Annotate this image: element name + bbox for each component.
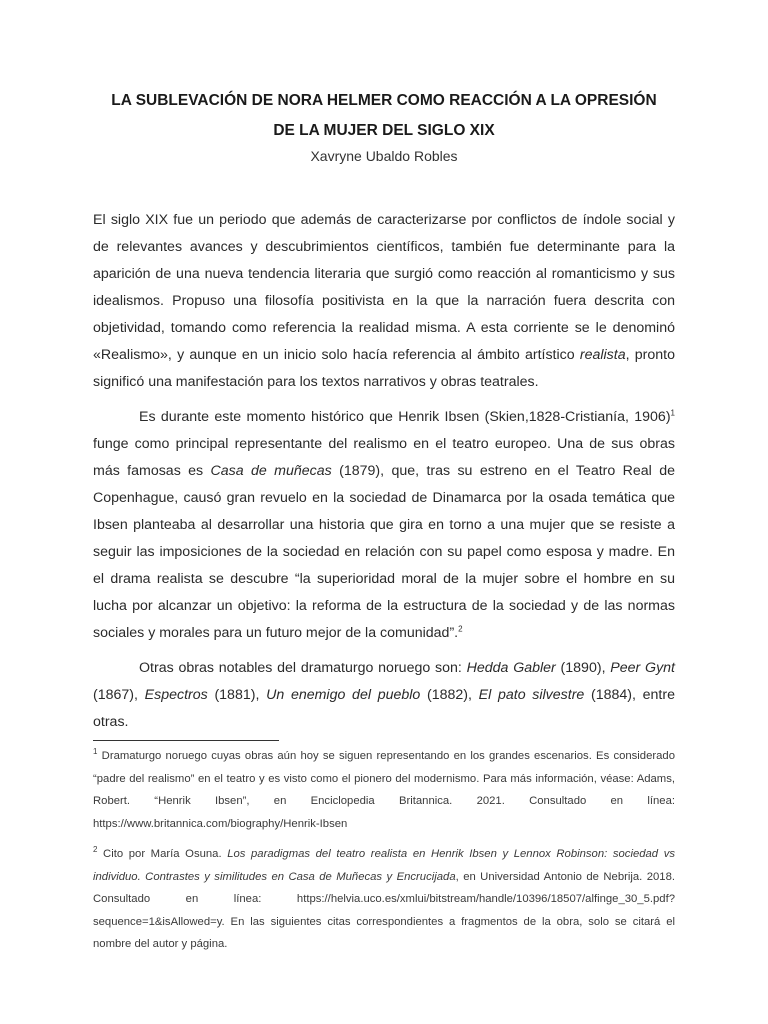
italic-term: realista xyxy=(579,347,626,363)
work-title: Peer Gynt xyxy=(610,660,676,676)
footnote-ref-2[interactable]: 2 xyxy=(458,624,463,634)
footnote-mark-2: 2 xyxy=(93,845,98,855)
title-line-1: LA SUBLEVACIÓN DE NORA HELMER COMO REACCIÓN A LA OPRESIÓN xyxy=(111,92,657,109)
footnotes xyxy=(93,745,675,956)
footnote-ref-1[interactable]: 1 xyxy=(670,408,675,418)
work-title: Espectros xyxy=(144,687,208,703)
italic-work-title: Casa de muñecas xyxy=(210,463,332,479)
footnote-separator xyxy=(93,740,279,741)
body-text xyxy=(93,207,675,736)
paragraph-1: El siglo XIX fue un periodo que además de caracterizarse por conflictos de índole social y de relevantes avances y descubrimientos científicos, también fue determinante para la aparición de una nueva tendencia literaria que surgió como reacción al romanticismo y sus idealismos. Propuso una filosofía positivista en la que la narración fuera descrita con objetividad, tomando como referencia la realidad misma. A esta corriente se le denominó «Realismo», y aunque en un inicio solo hacía referencia al ámbito artístico realista, pronto significó una manifestación para los textos narrativos y obras teatrales. xyxy=(93,212,675,390)
footnote-2: $^2$ Cito por María Osuna. Los paradigmas del teatro realista en Henrik Ibsen y Lennox Robinson: sociedad vs individuo. Contrastes y similitudes en Casa de Muñecas y Encrucijada, en Universidad Antonio de Nebrija. 2018. Consultado en línea: https://helvia.uco.es/xmlui/bitstream/handle/10396/18507/alfinge_30_5.pdf?sequence=1&isAllowed=y. En las siguientes citas correspondientes a fragmentos de la obra, solo se citará el nombre del autor y página. xyxy=(93,845,676,950)
work-title: Hedda Gabler xyxy=(466,660,556,676)
document-title xyxy=(60,86,708,146)
paragraph-3: Otras obras notables del dramaturgo noruego son: Hedda Gabler (1890), Peer Gynt (1867), Espectros (1881), Un enemigo del pueblo (1882), El pato silvestre (1884), entre otras. xyxy=(93,660,676,730)
work-title: El pato silvestre xyxy=(478,687,585,703)
footnote-1: $^1$ Dramaturgo noruego cuyas obras aún hoy se siguen representando en los grandes escenarios. Es considerado “padre del realismo” en el teatro y es visto como el pionero del modernismo. Para más información, véase: Adams, Robert. “Henrik Ibsen”, en Enciclopedia Britannica. 2021. Consultado en línea: https://www.britannica.com/biography/Henrik-Ibsen xyxy=(93,747,675,830)
title-line-2: DE LA MUJER DEL SIGLO XIX xyxy=(273,122,495,139)
italic-citation: Los paradigmas del teatro realista en Henrik Ibsen y Lennox Robinson: sociedad vs individuo. Contrastes y similitudes en Casa de Muñecas y Encrucijada xyxy=(93,848,675,883)
paragraph-2: Es durante este momento histórico que Henrik Ibsen (Skien,1828-Cristianía, 1906)$^1$ funge como principal representante del realismo en el teatro europeo. Una de sus obras más famosas es Casa de muñecas (1879), que, tras su estreno en el Teatro Real de Copenhague, causó gran revuelo en la sociedad de Dinamarca por la osada temática que Ibsen planteaba al desarrollar una historia que gira en torno a una mujer que se resiste a seguir las imposiciones de la sociedad en relación con su papel como esposa y madre. En el drama realista se descubre “la superioridad moral de la mujer sobre el hombre en su lucha por alcanzar un objetivo: la reforma de la estructura de la sociedad y de las normas sociales y morales para un futuro mejor de la comunidad”.$^2$ xyxy=(93,408,675,641)
footnote-mark-1: 1 xyxy=(93,747,98,757)
author-name: Xavryne Ubaldo Robles xyxy=(310,148,458,164)
work-title: Un enemigo del pueblo xyxy=(266,687,421,703)
